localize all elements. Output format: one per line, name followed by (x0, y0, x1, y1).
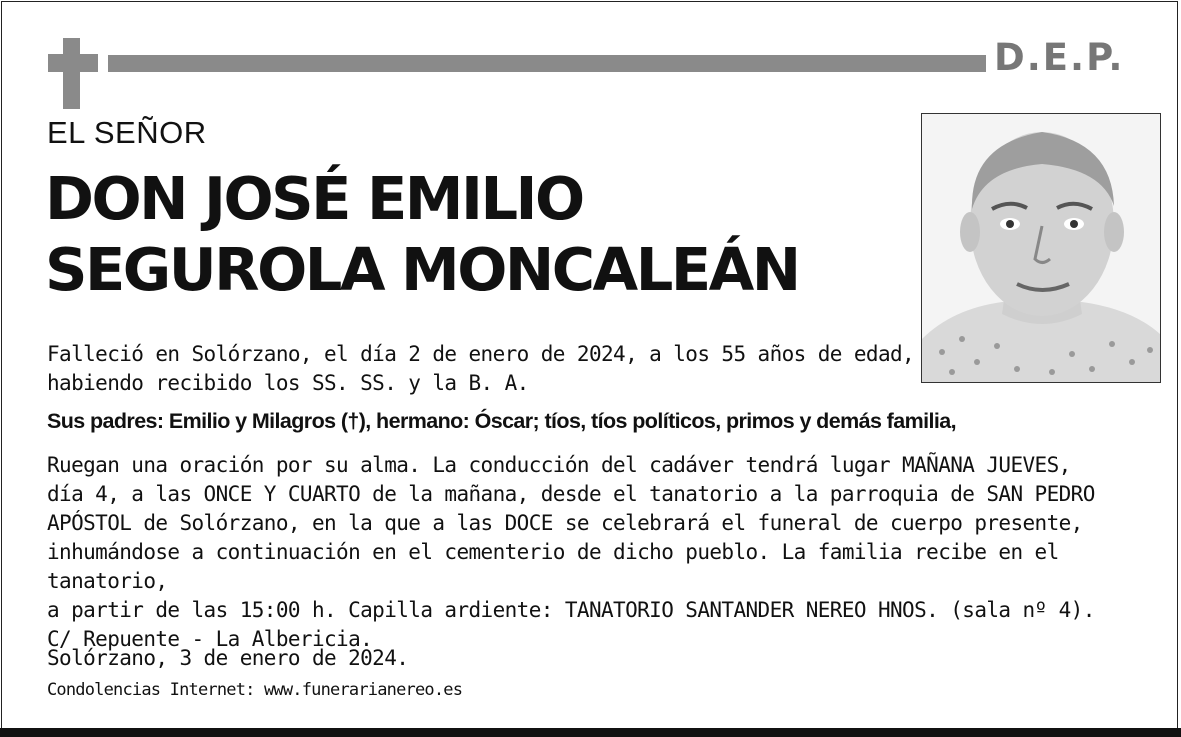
portrait-photo (921, 113, 1161, 383)
details-line: C/ Repuente - La Albericia. (47, 627, 373, 651)
honorific: EL SEÑOR (47, 115, 207, 150)
details-line: inhumándose a continuación en el cementerio de dicho pueblo. La familia recibe en el tanatorio, (47, 540, 1059, 593)
death-line-2: habiendo recibido los SS. SS. y la B. A. (47, 371, 529, 395)
place-date: Solórzano, 3 de enero de 2024. (47, 646, 409, 670)
details-line: día 4, a las ONCE Y CUARTO de la mañana, desde el tanatorio a la parroquia de SAN PEDRO (47, 482, 1095, 506)
header-rule (108, 55, 986, 72)
death-notice (47, 340, 914, 398)
death-line-1: Falleció en Solórzano, el día 2 de enero de 2024, a los 55 años de edad, (47, 342, 915, 366)
details-line: a partir de las 15:00 h. Capilla ardiente: TANATORIO SANTANDER NEREO HNOS. (sala nº 4). (47, 598, 1095, 622)
bottom-border (0, 728, 1181, 737)
name-line-1: DON JOSÉ EMILIO (45, 164, 583, 233)
details-line: APÓSTOL de Solórzano, en la que a las DOCE se celebrará el funeral de cuerpo presente, (47, 511, 1083, 535)
dep-label: D.E.P. (994, 36, 1125, 79)
condolences-link[interactable]: Condolencias Internet: www.funerarianereo.es (47, 680, 463, 700)
name-line-2: SEGUROLA MONCALEÁN (45, 235, 799, 304)
deceased-name (45, 163, 799, 305)
details-line: Ruegan una oración por su alma. La conducción del cadáver tendrá lugar MAÑANA JUEVES, (47, 453, 1071, 477)
portrait-photo-image (922, 114, 1160, 382)
family-list: Sus padres: Emilio y Milagros (†), hermano: Óscar; tíos, tíos políticos, primos y demás familia, (47, 409, 956, 433)
funeral-details (47, 451, 1181, 654)
